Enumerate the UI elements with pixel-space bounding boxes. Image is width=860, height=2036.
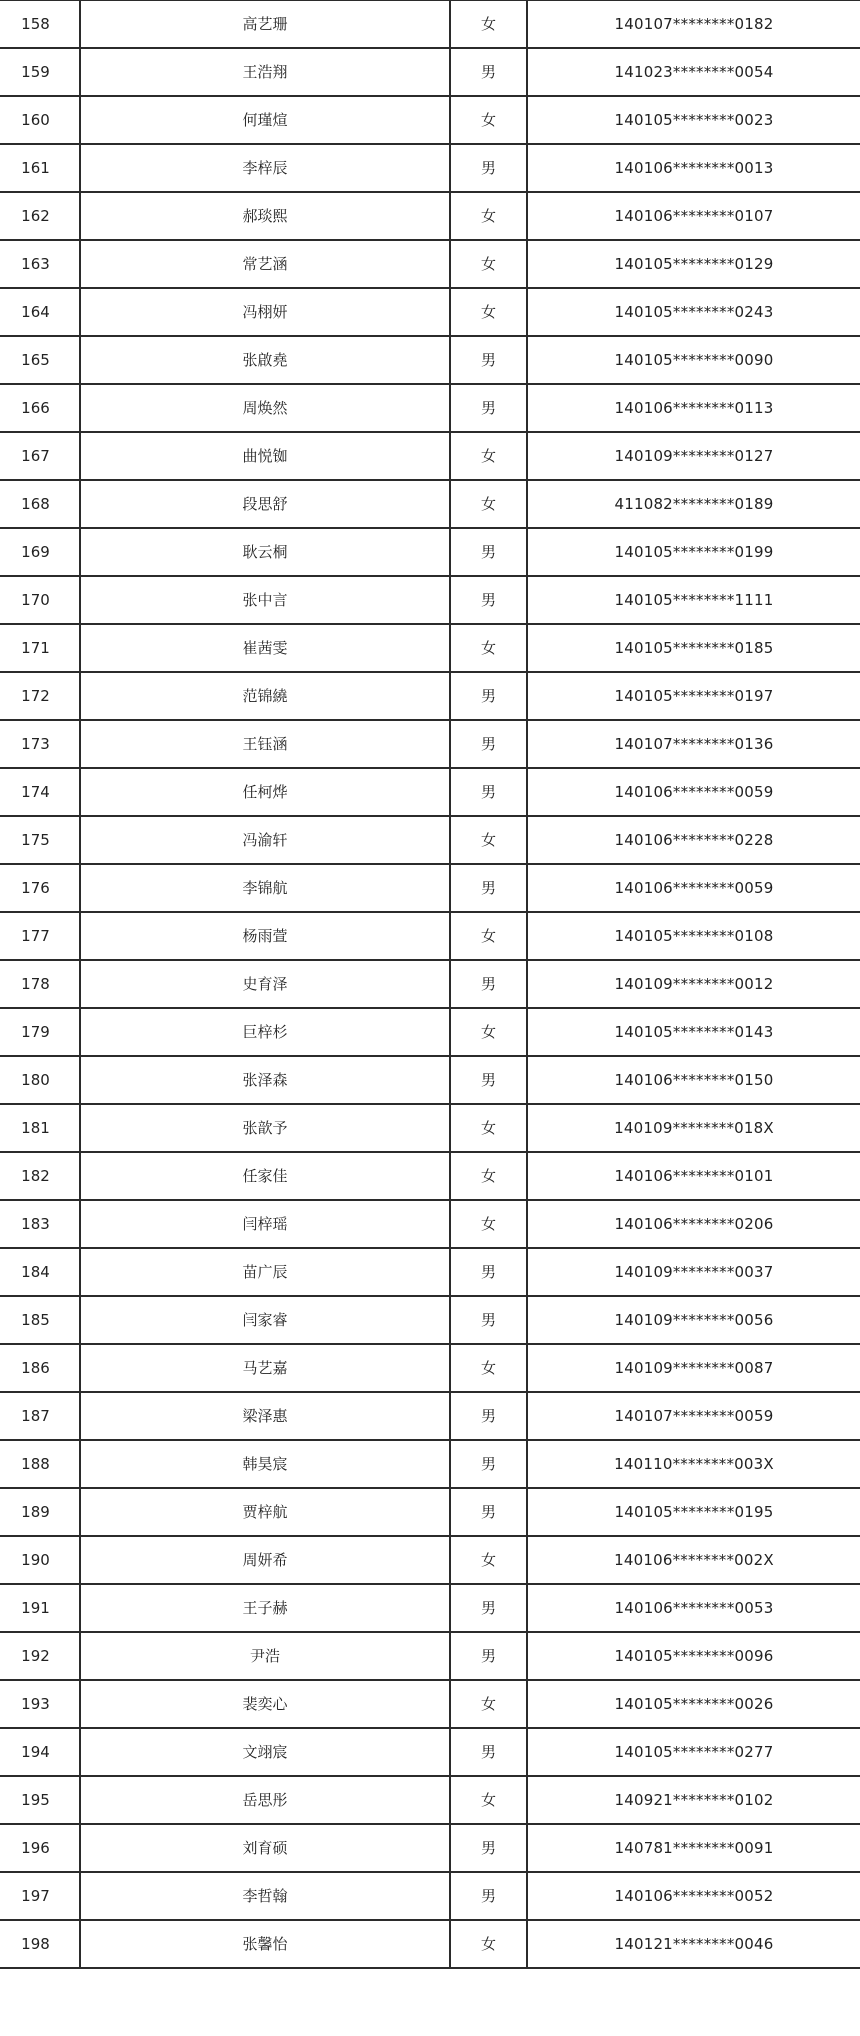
name-cell: 裴奕心 <box>80 1680 450 1728</box>
gender-cell: 女 <box>450 1008 527 1056</box>
table-row <box>0 288 860 336</box>
table-row <box>0 1680 860 1728</box>
gender-cell: 男 <box>450 528 527 576</box>
name-cell: 张啟堯 <box>80 336 450 384</box>
table-row <box>0 912 860 960</box>
table-row <box>0 624 860 672</box>
gender-cell: 男 <box>450 1440 527 1488</box>
row-number-cell: 177 <box>0 912 80 960</box>
id-number-cell: 140109********0087 <box>527 1344 860 1392</box>
gender-cell: 女 <box>450 288 527 336</box>
id-number-cell: 140105********0199 <box>527 528 860 576</box>
row-number-cell: 189 <box>0 1488 80 1536</box>
name-cell: 张歆予 <box>80 1104 450 1152</box>
id-number-cell: 140105********0185 <box>527 624 860 672</box>
row-number-cell: 192 <box>0 1632 80 1680</box>
id-number-cell: 140105********0143 <box>527 1008 860 1056</box>
table-row <box>0 1296 860 1344</box>
id-number-cell: 140106********0053 <box>527 1584 860 1632</box>
table-row <box>0 672 860 720</box>
gender-cell: 男 <box>450 1296 527 1344</box>
name-cell: 贾梓航 <box>80 1488 450 1536</box>
id-number-cell: 140106********0059 <box>527 768 860 816</box>
id-number-cell: 140105********0108 <box>527 912 860 960</box>
name-cell: 刘育硕 <box>80 1824 450 1872</box>
id-number-cell: 140105********0096 <box>527 1632 860 1680</box>
row-number-cell: 194 <box>0 1728 80 1776</box>
id-number-cell: 140106********0107 <box>527 192 860 240</box>
table-row <box>0 1104 860 1152</box>
name-cell: 张中言 <box>80 576 450 624</box>
row-number-cell: 159 <box>0 48 80 96</box>
table-row <box>0 1536 860 1584</box>
row-number-cell: 181 <box>0 1104 80 1152</box>
name-cell: 冯栩妍 <box>80 288 450 336</box>
row-number-cell: 188 <box>0 1440 80 1488</box>
name-cell: 岳思彤 <box>80 1776 450 1824</box>
name-cell: 马艺嘉 <box>80 1344 450 1392</box>
row-number-cell: 161 <box>0 144 80 192</box>
id-number-cell: 140109********0037 <box>527 1248 860 1296</box>
name-cell: 张泽森 <box>80 1056 450 1104</box>
row-number-cell: 195 <box>0 1776 80 1824</box>
name-cell: 何瑾煊 <box>80 96 450 144</box>
id-number-cell: 140109********018X <box>527 1104 860 1152</box>
name-cell: 冯渝轩 <box>80 816 450 864</box>
name-cell: 杨雨萱 <box>80 912 450 960</box>
row-number-cell: 186 <box>0 1344 80 1392</box>
gender-cell: 男 <box>450 1392 527 1440</box>
table-row <box>0 720 860 768</box>
row-number-cell: 166 <box>0 384 80 432</box>
gender-cell: 男 <box>450 384 527 432</box>
row-number-cell: 197 <box>0 1872 80 1920</box>
table-row <box>0 1920 860 1968</box>
id-number-cell: 140921********0102 <box>527 1776 860 1824</box>
row-number-cell: 158 <box>0 0 80 48</box>
name-cell: 范锦繞 <box>80 672 450 720</box>
name-cell: 梁泽惠 <box>80 1392 450 1440</box>
id-number-cell: 140105********0197 <box>527 672 860 720</box>
id-number-cell: 140109********0012 <box>527 960 860 1008</box>
table-row <box>0 1776 860 1824</box>
table-row <box>0 432 860 480</box>
gender-cell: 女 <box>450 240 527 288</box>
row-number-cell: 171 <box>0 624 80 672</box>
name-cell: 耿云桐 <box>80 528 450 576</box>
id-number-cell: 140121********0046 <box>527 1920 860 1968</box>
id-number-cell: 140107********0136 <box>527 720 860 768</box>
id-number-cell: 140105********0129 <box>527 240 860 288</box>
name-cell: 李梓辰 <box>80 144 450 192</box>
name-cell: 文翊宸 <box>80 1728 450 1776</box>
gender-cell: 女 <box>450 432 527 480</box>
table-row <box>0 1344 860 1392</box>
table-row <box>0 1440 860 1488</box>
row-number-cell: 162 <box>0 192 80 240</box>
row-number-cell: 169 <box>0 528 80 576</box>
id-number-cell: 140109********0127 <box>527 432 860 480</box>
id-number-cell: 140110********003X <box>527 1440 860 1488</box>
gender-cell: 男 <box>450 336 527 384</box>
id-number-cell: 140109********0056 <box>527 1296 860 1344</box>
id-number-cell: 140107********0182 <box>527 0 860 48</box>
row-number-cell: 178 <box>0 960 80 1008</box>
name-cell: 李锦航 <box>80 864 450 912</box>
name-cell: 周焕然 <box>80 384 450 432</box>
table-row <box>0 864 860 912</box>
row-number-cell: 164 <box>0 288 80 336</box>
name-cell: 李哲翰 <box>80 1872 450 1920</box>
table-row <box>0 192 860 240</box>
id-number-cell: 140106********0059 <box>527 864 860 912</box>
id-number-cell: 140106********0150 <box>527 1056 860 1104</box>
row-number-cell: 187 <box>0 1392 80 1440</box>
gender-cell: 男 <box>450 1824 527 1872</box>
gender-cell: 女 <box>450 624 527 672</box>
gender-cell: 男 <box>450 1584 527 1632</box>
gender-cell: 男 <box>450 576 527 624</box>
id-number-cell: 140105********0277 <box>527 1728 860 1776</box>
row-number-cell: 173 <box>0 720 80 768</box>
table-row <box>0 1056 860 1104</box>
row-number-cell: 163 <box>0 240 80 288</box>
gender-cell: 男 <box>450 720 527 768</box>
name-cell: 巨梓杉 <box>80 1008 450 1056</box>
name-cell: 郝琰熙 <box>80 192 450 240</box>
table-row <box>0 960 860 1008</box>
gender-cell: 女 <box>450 1920 527 1968</box>
gender-cell: 女 <box>450 1152 527 1200</box>
table-row <box>0 336 860 384</box>
id-number-cell: 140106********0113 <box>527 384 860 432</box>
row-number-cell: 190 <box>0 1536 80 1584</box>
gender-cell: 女 <box>450 96 527 144</box>
row-number-cell: 160 <box>0 96 80 144</box>
row-number-cell: 179 <box>0 1008 80 1056</box>
gender-cell: 男 <box>450 48 527 96</box>
name-cell: 王浩翔 <box>80 48 450 96</box>
name-cell: 韩昊宸 <box>80 1440 450 1488</box>
name-cell: 任家佳 <box>80 1152 450 1200</box>
id-number-cell: 140105********0090 <box>527 336 860 384</box>
row-number-cell: 198 <box>0 1920 80 1968</box>
table-row <box>0 1584 860 1632</box>
gender-cell: 女 <box>450 1536 527 1584</box>
gender-cell: 男 <box>450 960 527 1008</box>
name-cell: 闫梓瑶 <box>80 1200 450 1248</box>
row-number-cell: 182 <box>0 1152 80 1200</box>
gender-cell: 女 <box>450 480 527 528</box>
table-row <box>0 144 860 192</box>
gender-cell: 男 <box>450 672 527 720</box>
gender-cell: 男 <box>450 1632 527 1680</box>
table-row <box>0 528 860 576</box>
id-number-cell: 140107********0059 <box>527 1392 860 1440</box>
gender-cell: 女 <box>450 192 527 240</box>
id-number-cell: 140106********0101 <box>527 1152 860 1200</box>
table-row <box>0 1248 860 1296</box>
table-row <box>0 1392 860 1440</box>
id-number-cell: 140106********0228 <box>527 816 860 864</box>
gender-cell: 女 <box>450 0 527 48</box>
name-cell: 任柯烨 <box>80 768 450 816</box>
table-row <box>0 1200 860 1248</box>
row-number-cell: 165 <box>0 336 80 384</box>
gender-cell: 女 <box>450 816 527 864</box>
table-row <box>0 0 860 48</box>
name-cell: 王钰涵 <box>80 720 450 768</box>
gender-cell: 男 <box>450 1728 527 1776</box>
id-number-cell: 411082********0189 <box>527 480 860 528</box>
name-cell: 高艺珊 <box>80 0 450 48</box>
name-cell: 段思舒 <box>80 480 450 528</box>
gender-cell: 男 <box>450 1872 527 1920</box>
table-row <box>0 1872 860 1920</box>
row-number-cell: 168 <box>0 480 80 528</box>
row-number-cell: 191 <box>0 1584 80 1632</box>
row-number-cell: 174 <box>0 768 80 816</box>
id-number-cell: 140781********0091 <box>527 1824 860 1872</box>
gender-cell: 女 <box>450 912 527 960</box>
name-cell: 闫家睿 <box>80 1296 450 1344</box>
row-number-cell: 172 <box>0 672 80 720</box>
table-row <box>0 768 860 816</box>
name-cell: 苗广辰 <box>80 1248 450 1296</box>
table-row <box>0 240 860 288</box>
name-cell: 尹浩 <box>80 1632 450 1680</box>
table-row <box>0 1488 860 1536</box>
row-number-cell: 175 <box>0 816 80 864</box>
row-number-cell: 170 <box>0 576 80 624</box>
gender-cell: 女 <box>450 1776 527 1824</box>
id-number-cell: 140106********0206 <box>527 1200 860 1248</box>
gender-cell: 女 <box>450 1200 527 1248</box>
table-row <box>0 1152 860 1200</box>
gender-cell: 男 <box>450 1248 527 1296</box>
row-number-cell: 196 <box>0 1824 80 1872</box>
id-number-cell: 140105********0243 <box>527 288 860 336</box>
table-row <box>0 1008 860 1056</box>
row-number-cell: 183 <box>0 1200 80 1248</box>
name-cell: 张馨怡 <box>80 1920 450 1968</box>
table-row <box>0 1632 860 1680</box>
gender-cell: 女 <box>450 1344 527 1392</box>
table-row <box>0 48 860 96</box>
gender-cell: 女 <box>450 1104 527 1152</box>
id-number-cell: 140105********0023 <box>527 96 860 144</box>
id-number-cell: 140105********0195 <box>527 1488 860 1536</box>
gender-cell: 女 <box>450 1680 527 1728</box>
table-row <box>0 1728 860 1776</box>
id-number-cell: 140106********0013 <box>527 144 860 192</box>
id-number-cell: 141023********0054 <box>527 48 860 96</box>
gender-cell: 男 <box>450 864 527 912</box>
table-row <box>0 816 860 864</box>
gender-cell: 男 <box>450 144 527 192</box>
name-cell: 周妍希 <box>80 1536 450 1584</box>
row-number-cell: 193 <box>0 1680 80 1728</box>
table-row <box>0 96 860 144</box>
row-number-cell: 185 <box>0 1296 80 1344</box>
id-number-cell: 140106********002X <box>527 1536 860 1584</box>
table-row <box>0 384 860 432</box>
row-number-cell: 167 <box>0 432 80 480</box>
name-cell: 王子赫 <box>80 1584 450 1632</box>
name-cell: 常艺涵 <box>80 240 450 288</box>
gender-cell: 男 <box>450 768 527 816</box>
name-cell: 曲悦铷 <box>80 432 450 480</box>
table-row <box>0 1824 860 1872</box>
row-number-cell: 180 <box>0 1056 80 1104</box>
name-cell: 崔茜雯 <box>80 624 450 672</box>
gender-cell: 男 <box>450 1488 527 1536</box>
id-number-cell: 140105********0026 <box>527 1680 860 1728</box>
row-number-cell: 184 <box>0 1248 80 1296</box>
row-number-cell: 176 <box>0 864 80 912</box>
table-row <box>0 576 860 624</box>
id-number-cell: 140106********0052 <box>527 1872 860 1920</box>
gender-cell: 男 <box>450 1056 527 1104</box>
name-cell: 史育泽 <box>80 960 450 1008</box>
id-number-cell: 140105********1111 <box>527 576 860 624</box>
table-row <box>0 480 860 528</box>
